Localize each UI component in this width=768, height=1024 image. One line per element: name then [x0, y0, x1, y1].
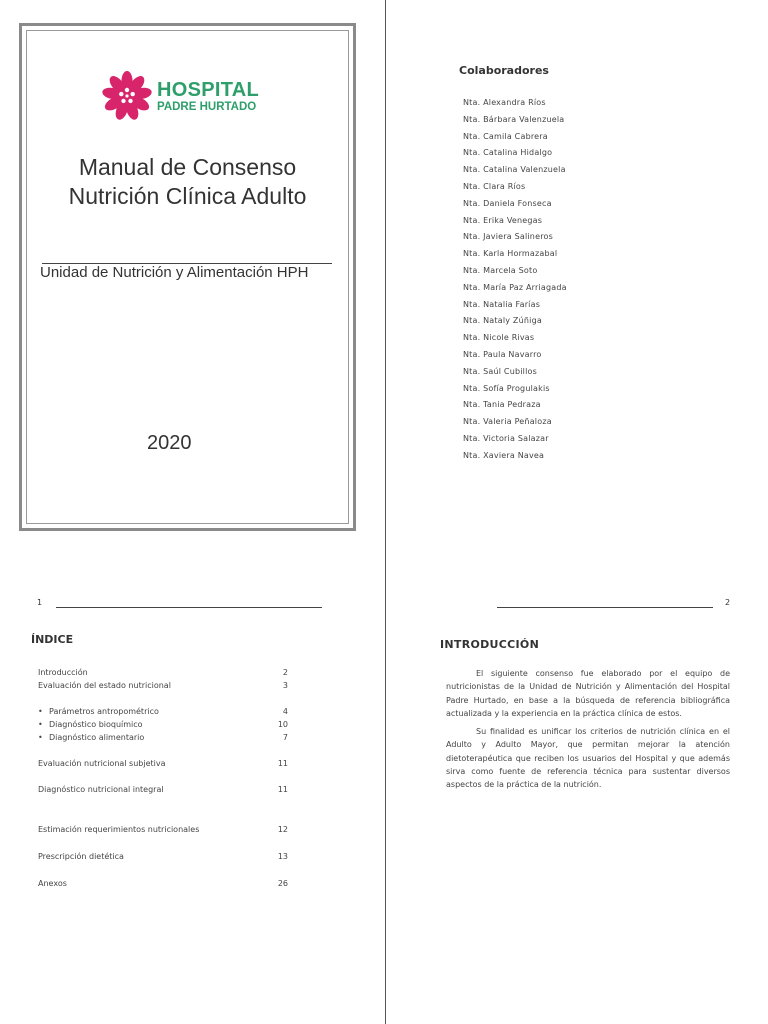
index-entry-title: Diagnóstico nutricional integral [38, 785, 164, 794]
index-entry-title: Estimación requerimientos nutricionales [38, 825, 200, 834]
cover-inner-frame [26, 30, 349, 524]
collaborator-name: Nta. Karla Hormazabal [463, 249, 558, 259]
document-title [27, 153, 348, 211]
index-entry[interactable] [38, 681, 290, 693]
introduction-paragraph: Su finalidad es unificar los criterios de nutrición clínica en el Adulto y Adulto Mayor, que permitan mejorar la atención dietoterapéutica que reciben los usuarios del Hospital y que además sirva como fuente de referencia técnica para sustentar diversos aspectos de la práctica de la nutrición. [446, 727, 730, 790]
index-entry-title: Evaluación nutricional subjetiva [38, 759, 166, 768]
collaborator-name: Nta. Javiera Salineros [463, 232, 553, 242]
introduction-body [446, 667, 730, 797]
collaborators-heading: Colaboradores [459, 64, 549, 77]
collaborators-list [463, 98, 567, 468]
collaborator-name: Nta. Clara Ríos [463, 181, 526, 191]
index-entry-page: 10 [277, 720, 288, 729]
page-divider [385, 0, 386, 1024]
collaborator-name: Nta. Daniela Fonseca [463, 198, 552, 208]
index-subentry[interactable] [38, 733, 290, 745]
index-entry-page: 26 [277, 879, 288, 888]
collaborator-name: Nta. Natalia Farías [463, 299, 541, 309]
collaborator-name: Nta. Erika Venegas [463, 215, 543, 225]
index-entry[interactable] [38, 668, 290, 680]
cover-year: 2020 [147, 432, 192, 454]
index-entry[interactable] [38, 785, 290, 797]
hospital-logo [101, 70, 261, 126]
index-entry-page: 4 [282, 707, 288, 716]
index-entry[interactable] [38, 759, 290, 771]
unit-name: Unidad de Nutrición y Alimentación HPH [40, 264, 309, 281]
collaborator-name: Nta. Alexandra Ríos [463, 98, 546, 107]
index-entry-title: Prescripción dietética [38, 852, 124, 861]
page-number-right: 2 [725, 598, 731, 607]
footer-rule-left [56, 607, 322, 608]
index-entry-title: Anexos [38, 879, 67, 888]
index-entry-page: 7 [282, 733, 288, 742]
page-number-left: 1 [37, 598, 43, 607]
index-entry[interactable] [38, 852, 290, 864]
index-entry-title: • Diagnóstico alimentario [38, 733, 144, 742]
collaborator-name: Nta. Sofía Progulakis [463, 383, 550, 393]
logo-hospital-subtitle: PADRE HURTADO [157, 101, 257, 113]
index-subentry[interactable] [38, 720, 290, 732]
collaborator-name: Nta. Catalina Hidalgo [463, 148, 553, 158]
collaborator-name: Nta. Tania Pedraza [463, 400, 541, 410]
collaborator-name: Nta. María Paz Arriagada [463, 282, 567, 292]
index-entry-page: 11 [277, 759, 288, 768]
index-entry-title: • Parámetros antropométrico [38, 707, 159, 716]
introduction-paragraph: El siguiente consenso fue elaborado por el equipo de nutricionistas de la Unidad de Nutrición y Alimentación del Hospital Padre Hurtado, en base a la búsqueda de referencia bibliográfica actualizada y la experiencia en la práctica clínica de estos. [446, 669, 730, 718]
index-entry-title: Introducción [38, 668, 88, 677]
index-entry-page: 12 [277, 825, 288, 834]
collaborator-name: Nta. Victoria Salazar [463, 433, 549, 443]
collaborator-name: Nta. Valeria Peñaloza [463, 417, 552, 427]
collaborator-name: Nta. Catalina Valenzuela [463, 165, 566, 175]
index-entry[interactable] [38, 825, 290, 837]
index-entry-page: 13 [277, 852, 288, 861]
collaborator-name: Nta. Bárbara Valenzuela [463, 114, 565, 124]
index-entry-page: 2 [282, 668, 288, 677]
index-entry-title: • Diagnóstico bioquímico [38, 720, 143, 729]
title-line-2: Nutrición Clínica Adulto [68, 183, 307, 209]
logo-hospital-name: HOSPITAL [157, 79, 260, 101]
footer-rule-right [497, 607, 713, 608]
collaborator-name: Nta. Nataly Zúñiga [463, 316, 542, 326]
introduction-heading: INTRODUCCIÓN [440, 638, 540, 651]
index-entry-title: Evaluación del estado nutricional [38, 681, 171, 690]
title-line-1: Manual de Consenso [78, 154, 297, 180]
collaborator-name: Nta. Nicole Rivas [463, 333, 535, 343]
index-entry-page: 11 [277, 785, 288, 794]
index-entry[interactable] [38, 879, 290, 891]
collaborator-name: Nta. Marcela Soto [463, 265, 538, 275]
collaborator-name: Nta. Saúl Cubillos [463, 366, 537, 376]
collaborator-name: Nta. Paula Navarro [463, 349, 542, 359]
collaborator-name: Nta. Xaviera Navea [463, 450, 545, 460]
cover-frame [19, 23, 356, 531]
collaborator-name: Nta. Camila Cabrera [463, 131, 548, 141]
flower-icon [101, 70, 153, 122]
index-subentry[interactable] [38, 707, 290, 719]
index-heading: ÍNDICE [31, 633, 74, 646]
index-entry-page: 3 [282, 681, 288, 690]
